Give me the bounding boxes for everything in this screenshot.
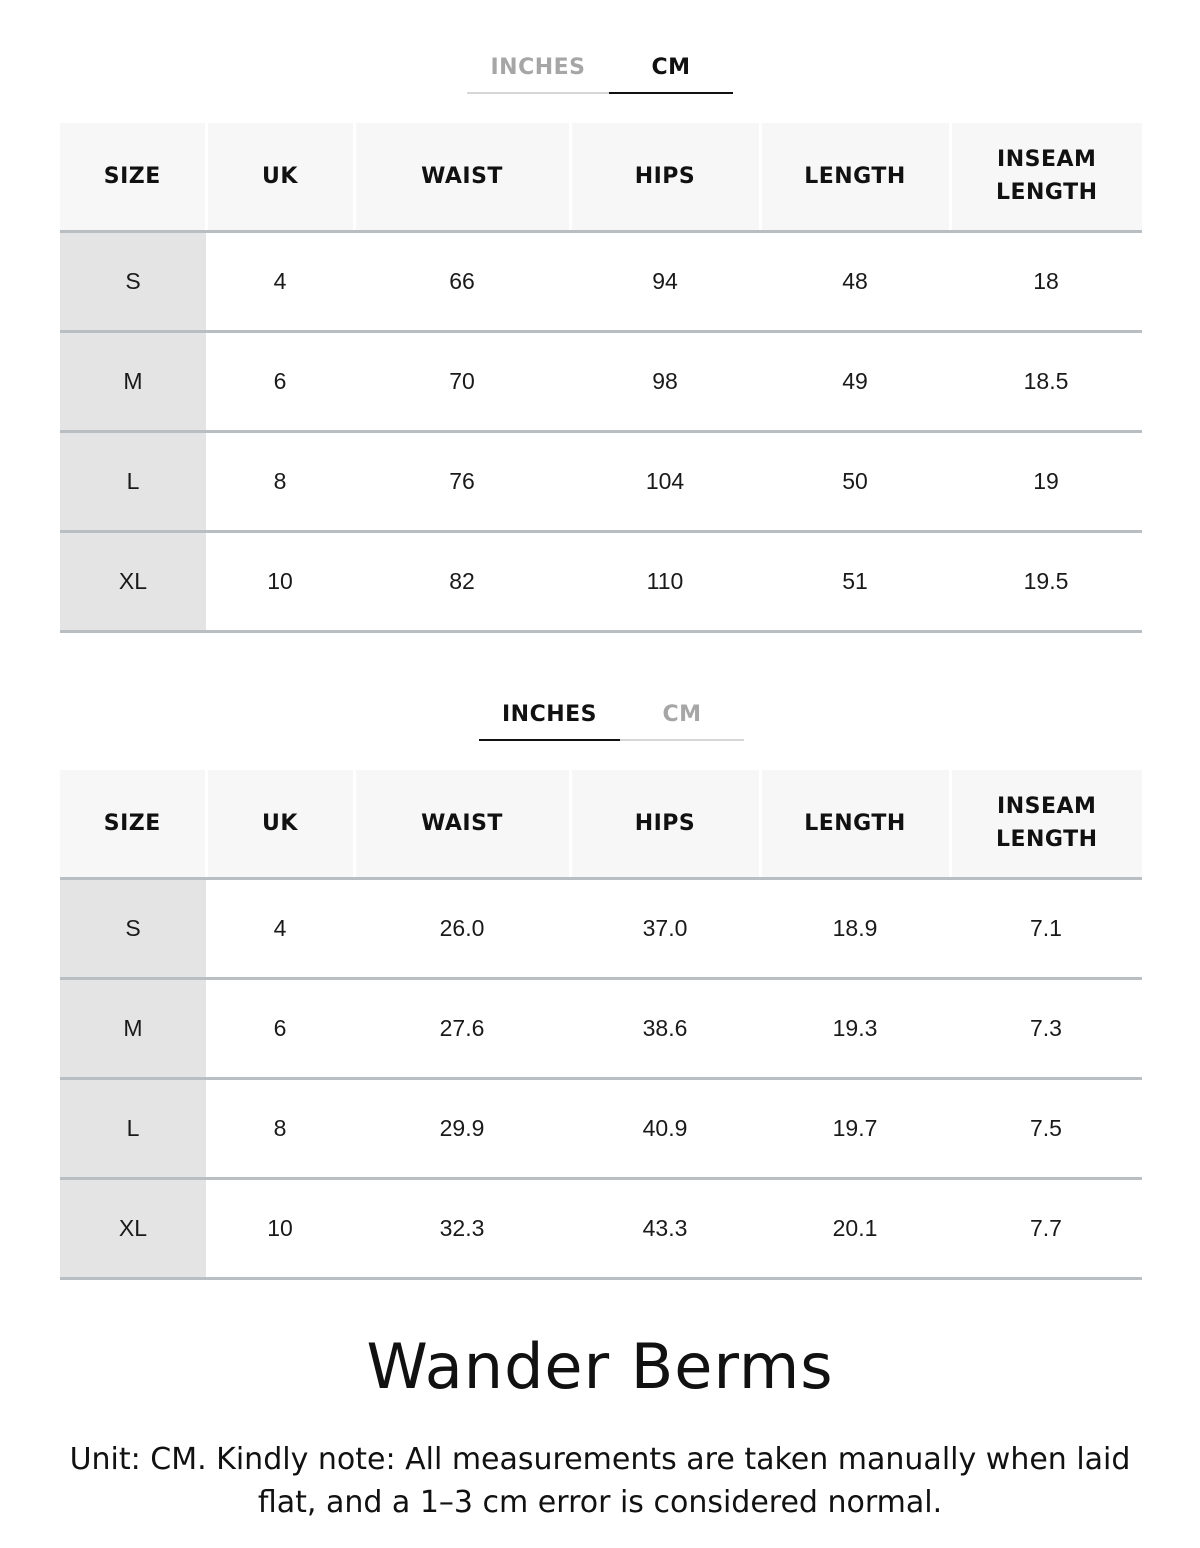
cell-inseam: 7.5 [950, 1078, 1142, 1178]
cell-waist: 32.3 [354, 1178, 570, 1278]
cell-uk: 8 [206, 431, 354, 531]
cell-hips: 94 [570, 231, 760, 331]
header-uk: UK [206, 123, 354, 231]
table-header-row [60, 770, 1142, 878]
cell-inseam: 18 [950, 231, 1142, 331]
cell-hips: 110 [570, 531, 760, 631]
header-hips: HIPS [570, 123, 760, 231]
header-size: SIZE [60, 123, 206, 231]
cell-length: 18.9 [760, 878, 950, 978]
table-row [60, 331, 1142, 431]
cell-size: XL [60, 1178, 206, 1278]
cell-size: S [60, 878, 206, 978]
table-row [60, 231, 1142, 331]
cell-waist: 70 [354, 331, 570, 431]
cell-length: 48 [760, 231, 950, 331]
cell-inseam: 19 [950, 431, 1142, 531]
table-row [60, 878, 1142, 978]
table-row [60, 431, 1142, 531]
header-waist: WAIST [354, 770, 570, 878]
cell-uk: 10 [206, 1178, 354, 1278]
cell-uk: 4 [206, 878, 354, 978]
cell-inseam: 7.7 [950, 1178, 1142, 1278]
cell-uk: 6 [206, 978, 354, 1078]
table-row [60, 978, 1142, 1078]
header-uk: UK [206, 770, 354, 878]
cell-waist: 29.9 [354, 1078, 570, 1178]
unit-toggle [467, 42, 733, 96]
cell-waist: 66 [354, 231, 570, 331]
brand-title: Wander Berms [366, 1330, 834, 1403]
cell-size: S [60, 231, 206, 331]
header-waist: WAIST [354, 123, 570, 231]
cell-inseam: 19.5 [950, 531, 1142, 631]
cell-hips: 104 [570, 431, 760, 531]
cell-length: 51 [760, 531, 950, 631]
cell-size: L [60, 1078, 206, 1178]
unit-toggle [479, 689, 744, 743]
table-row [60, 1078, 1142, 1178]
cell-inseam: 7.1 [950, 878, 1142, 978]
tab-cm[interactable]: CM [620, 689, 744, 741]
header-size: SIZE [60, 770, 206, 878]
cell-size: XL [60, 531, 206, 631]
cell-hips: 98 [570, 331, 760, 431]
cell-length: 50 [760, 431, 950, 531]
cell-hips: 43.3 [570, 1178, 760, 1278]
size-table-inches [60, 770, 1142, 1280]
header-inseam-length: INSEAM LENGTH [950, 770, 1142, 878]
cell-length: 20.1 [760, 1178, 950, 1278]
cell-uk: 8 [206, 1078, 354, 1178]
tab-cm[interactable]: CM [609, 42, 733, 94]
table-header-row [60, 123, 1142, 231]
cell-waist: 82 [354, 531, 570, 631]
header-hips: HIPS [570, 770, 760, 878]
header-inseam-length: INSEAM LENGTH [950, 123, 1142, 231]
cell-waist: 76 [354, 431, 570, 531]
cell-length: 19.3 [760, 978, 950, 1078]
cell-size: L [60, 431, 206, 531]
cell-uk: 10 [206, 531, 354, 631]
cell-inseam: 7.3 [950, 978, 1142, 1078]
measurement-note: Unit: CM. Kindly note: All measurements are taken manually when laid flat, and a 1–3 cm error is considered normal. [69, 1442, 1131, 1520]
size-table-cm [60, 123, 1142, 633]
cell-uk: 4 [206, 231, 354, 331]
cell-hips: 37.0 [570, 878, 760, 978]
table-row [60, 1178, 1142, 1278]
cell-waist: 26.0 [354, 878, 570, 978]
tab-inches[interactable]: INCHES [479, 689, 620, 741]
cell-uk: 6 [206, 331, 354, 431]
header-length: LENGTH [760, 770, 950, 878]
cell-hips: 40.9 [570, 1078, 760, 1178]
header-length: LENGTH [760, 123, 950, 231]
cell-size: M [60, 978, 206, 1078]
cell-inseam: 18.5 [950, 331, 1142, 431]
cell-length: 49 [760, 331, 950, 431]
table-row [60, 531, 1142, 631]
cell-hips: 38.6 [570, 978, 760, 1078]
cell-size: M [60, 331, 206, 431]
tab-inches[interactable]: INCHES [467, 42, 609, 94]
cell-waist: 27.6 [354, 978, 570, 1078]
cell-length: 19.7 [760, 1078, 950, 1178]
